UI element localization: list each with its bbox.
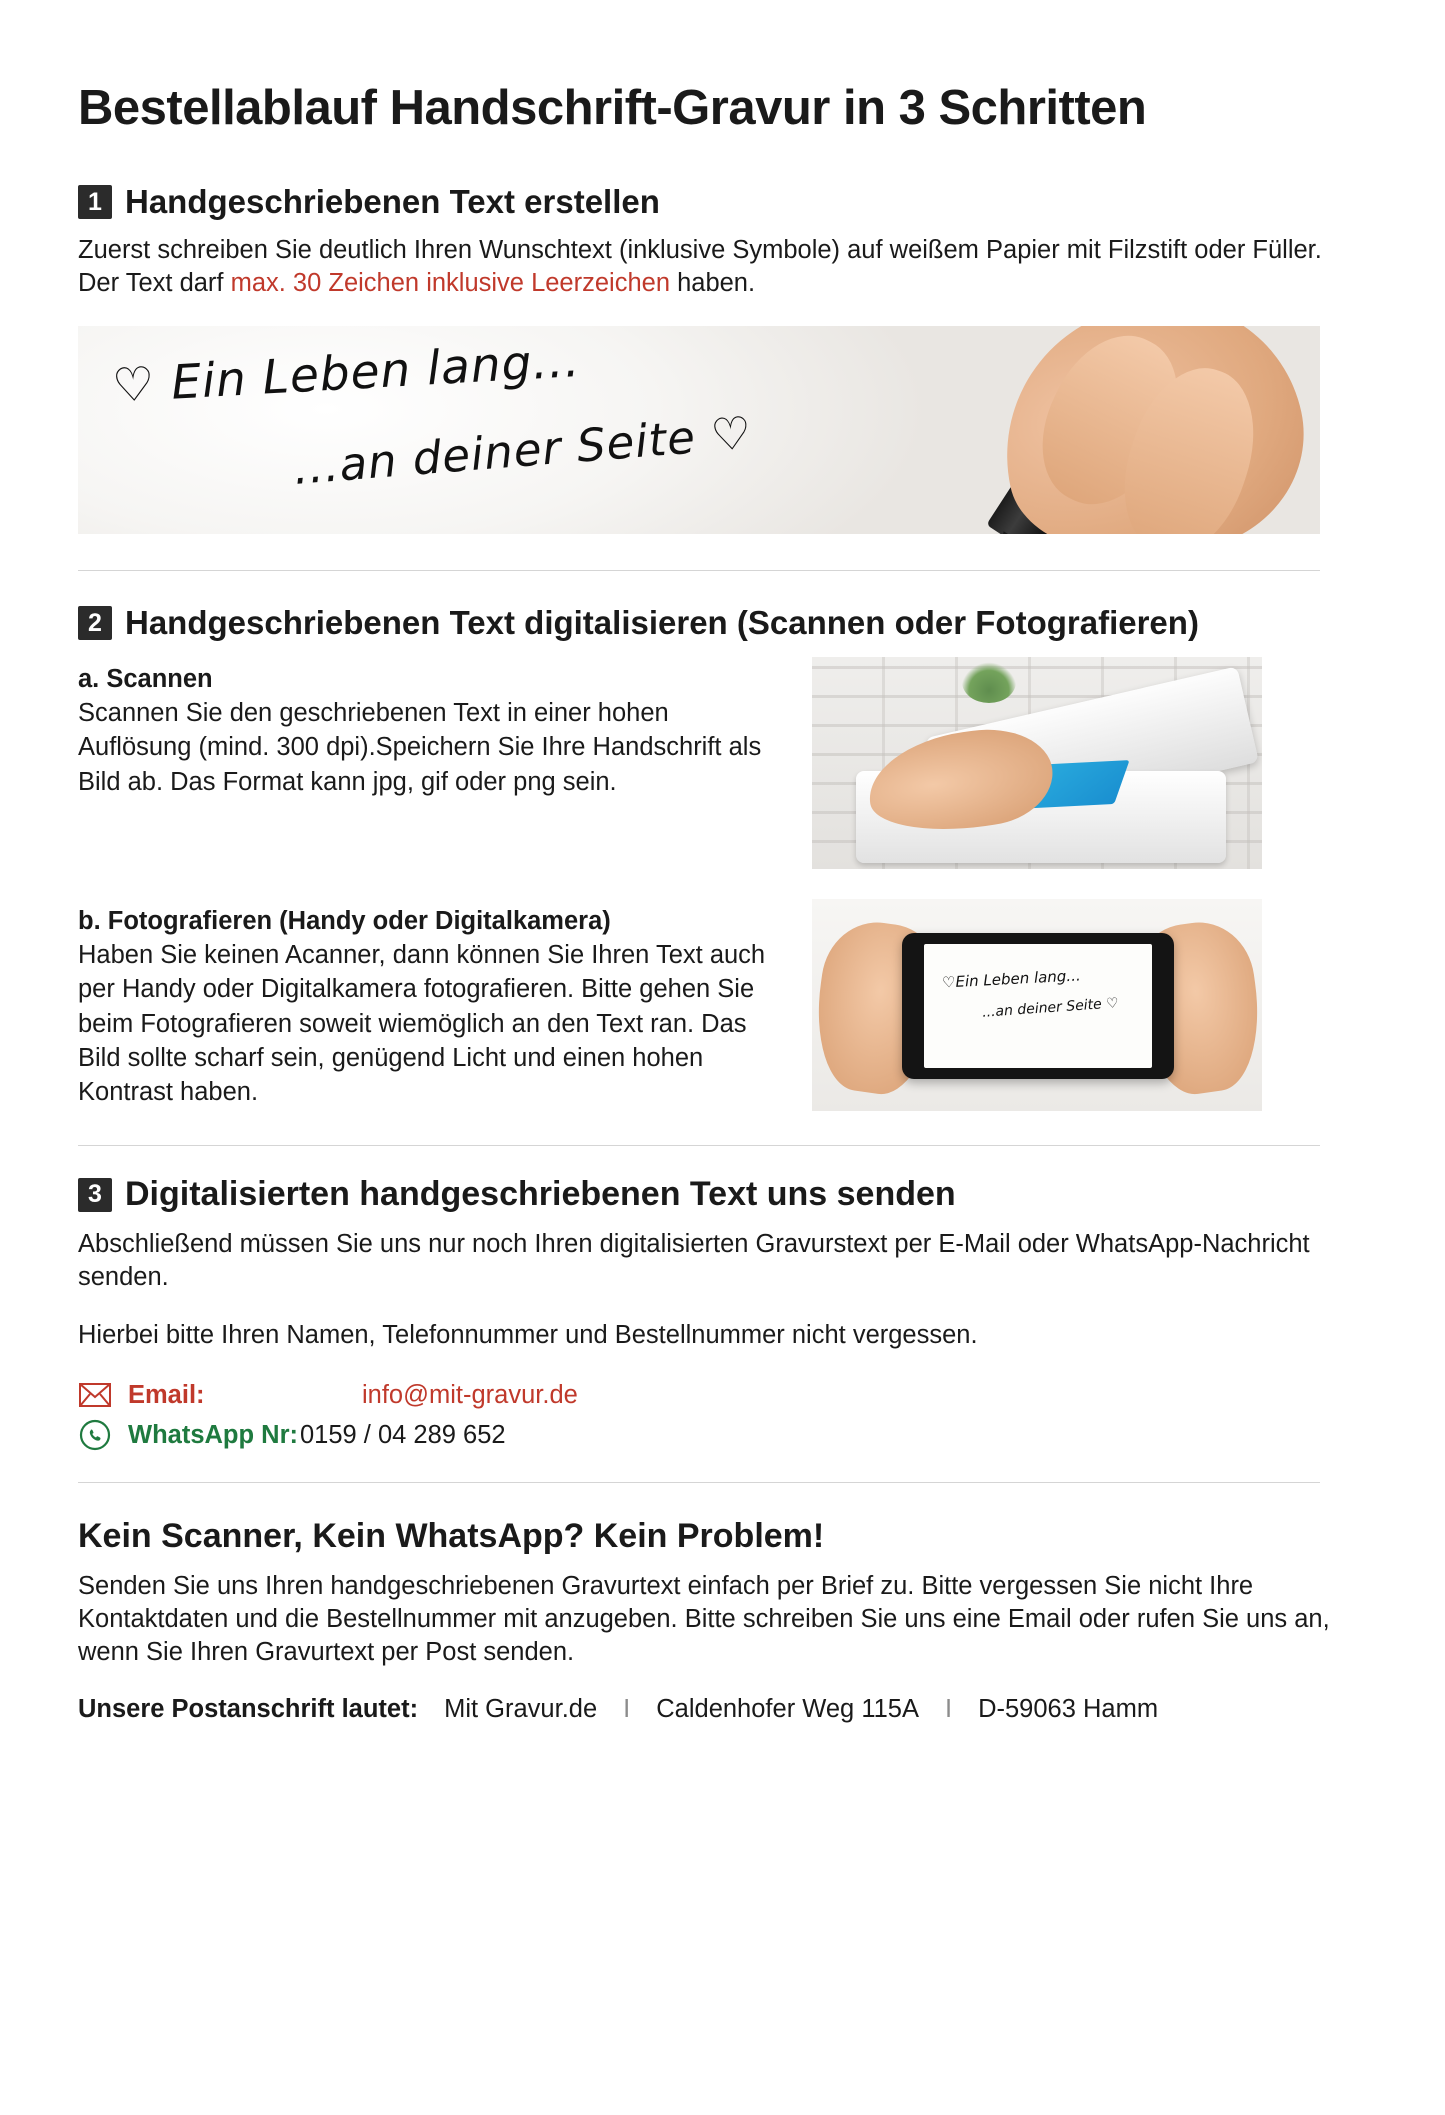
plant-decoration	[962, 661, 1016, 703]
step-3-text-line-1: Abschließend müssen Sie uns nur noch Ihren digitalisierten Gravurstext per E-Mail oder WhatsApp-Nachricht senden.	[78, 1229, 1310, 1291]
whatsapp-label: WhatsApp Nr:	[128, 1420, 298, 1449]
step-2-header	[78, 605, 1367, 641]
email-label: Email:	[128, 1380, 205, 1409]
step-1-highlight: max. 30 Zeichen inklusive Leerzeichen	[230, 269, 670, 298]
step-2b-title: b. Fotografieren (Handy oder Digitalkamera)	[78, 907, 611, 936]
contact-row-whatsapp[interactable]	[78, 1418, 1367, 1452]
address-separator-2: I	[944, 1695, 953, 1723]
envelope-icon	[78, 1378, 112, 1412]
phone-handwriting-line-1: ♡Ein Leben lang...	[941, 966, 1082, 992]
step-1-text-before: Zuerst schreiben Sie deutlich Ihren Wunschtext (inklusive Symbole) auf weißem Papier mit Filzstift oder Füller. Der Text darf	[78, 236, 1322, 298]
divider-3	[78, 1482, 1320, 1483]
step-2-section-a	[78, 657, 1367, 869]
scanner-photo	[812, 657, 1262, 869]
step-3-title: Digitalisierten handgeschriebenen Text uns senden	[125, 1175, 956, 1214]
address-street: Caldenhofer Weg 115A	[656, 1695, 919, 1723]
address-lead: Unsere Postanschrift lautet:	[78, 1695, 419, 1723]
step-3-badge: 3	[78, 1178, 112, 1212]
page-title: Bestellablauf Handschrift-Gravur in 3 Schritten	[78, 81, 1147, 135]
step-3-text-line-2: Hierbei bitte Ihren Namen, Telefonnummer und Bestellnummer nicht vergessen.	[78, 1321, 978, 1350]
smartphone-screen	[924, 944, 1152, 1068]
divider-2	[78, 1145, 1320, 1146]
address-city: D-59063 Hamm	[978, 1695, 1159, 1723]
footer-text: Senden Sie uns Ihren handgeschriebenen Gravurtext einfach per Brief zu. Bitte vergessen Sie nicht Ihre Kontaktdaten und die Bestellnummer mit anzugeben. Bitte schreiben Sie uns eine Email oder rufen Sie uns an, wenn Sie Ihren Gravurtext per Post senden.	[78, 1572, 1330, 1667]
postal-address-row	[78, 1695, 1367, 1724]
phone-handwriting-line-2: ...an deiner Seite ♡	[981, 995, 1120, 1022]
step-2a-image-column	[812, 657, 1262, 869]
step-2a-text: Scannen Sie den geschriebenen Text in einer hohen Auflösung (mind. 300 dpi).Speichern Sie Ihre Handschrift als Bild ab. Das Format kann jpg, gif oder png sein.	[78, 699, 762, 796]
address-company: Mit Gravur.de	[444, 1695, 598, 1723]
whatsapp-value[interactable]: 0159 / 04 289 652	[300, 1420, 506, 1449]
step-1-title: Handgeschriebenen Text erstellen	[125, 182, 660, 220]
step-2-title: Handgeschriebenen Text digitalisieren (Scannen oder Fotografieren)	[125, 603, 1199, 641]
handwriting-photo	[78, 326, 1320, 534]
step-1-text-after: haben.	[670, 269, 756, 298]
step-2a-title: a. Scannen	[78, 665, 213, 694]
handwriting-line-1: ♡ Ein Leben lang...	[110, 332, 582, 415]
step-3-header	[78, 1176, 1367, 1213]
smartphone-photo	[812, 899, 1262, 1111]
step-2b-text-column	[78, 899, 778, 1111]
contact-row-email[interactable]	[78, 1378, 1367, 1412]
step-2b-image-column	[812, 899, 1262, 1111]
address-separator-1: I	[623, 1695, 631, 1723]
whatsapp-icon	[78, 1418, 112, 1452]
contact-list	[78, 1378, 1367, 1452]
step-1-text	[78, 234, 1367, 300]
smartphone-device	[902, 933, 1174, 1079]
step-2a-text-column	[78, 657, 778, 869]
footer-title: Kein Scanner, Kein WhatsApp? Kein Problem!	[78, 1517, 825, 1556]
step-1-header	[78, 184, 1367, 220]
step-2-section-b	[78, 899, 1367, 1111]
step-1-badge: 1	[78, 185, 112, 219]
step-2b-text: Haben Sie keinen Acanner, dann können Sie Ihren Text auch per Handy oder Digitalkamera fotografieren. Bitte gehen Sie beim Fotografieren soweit wiemöglich an den Text ran. Das Bild sollte scharf sein, genügend Licht und einen hohen Kontrast haben.	[78, 941, 766, 1106]
email-value[interactable]: info@mit-gravur.de	[362, 1380, 578, 1409]
divider-1	[78, 570, 1320, 571]
handwriting-line-2: ...an deiner Seite ♡	[291, 406, 755, 495]
step-2-badge: 2	[78, 606, 112, 640]
